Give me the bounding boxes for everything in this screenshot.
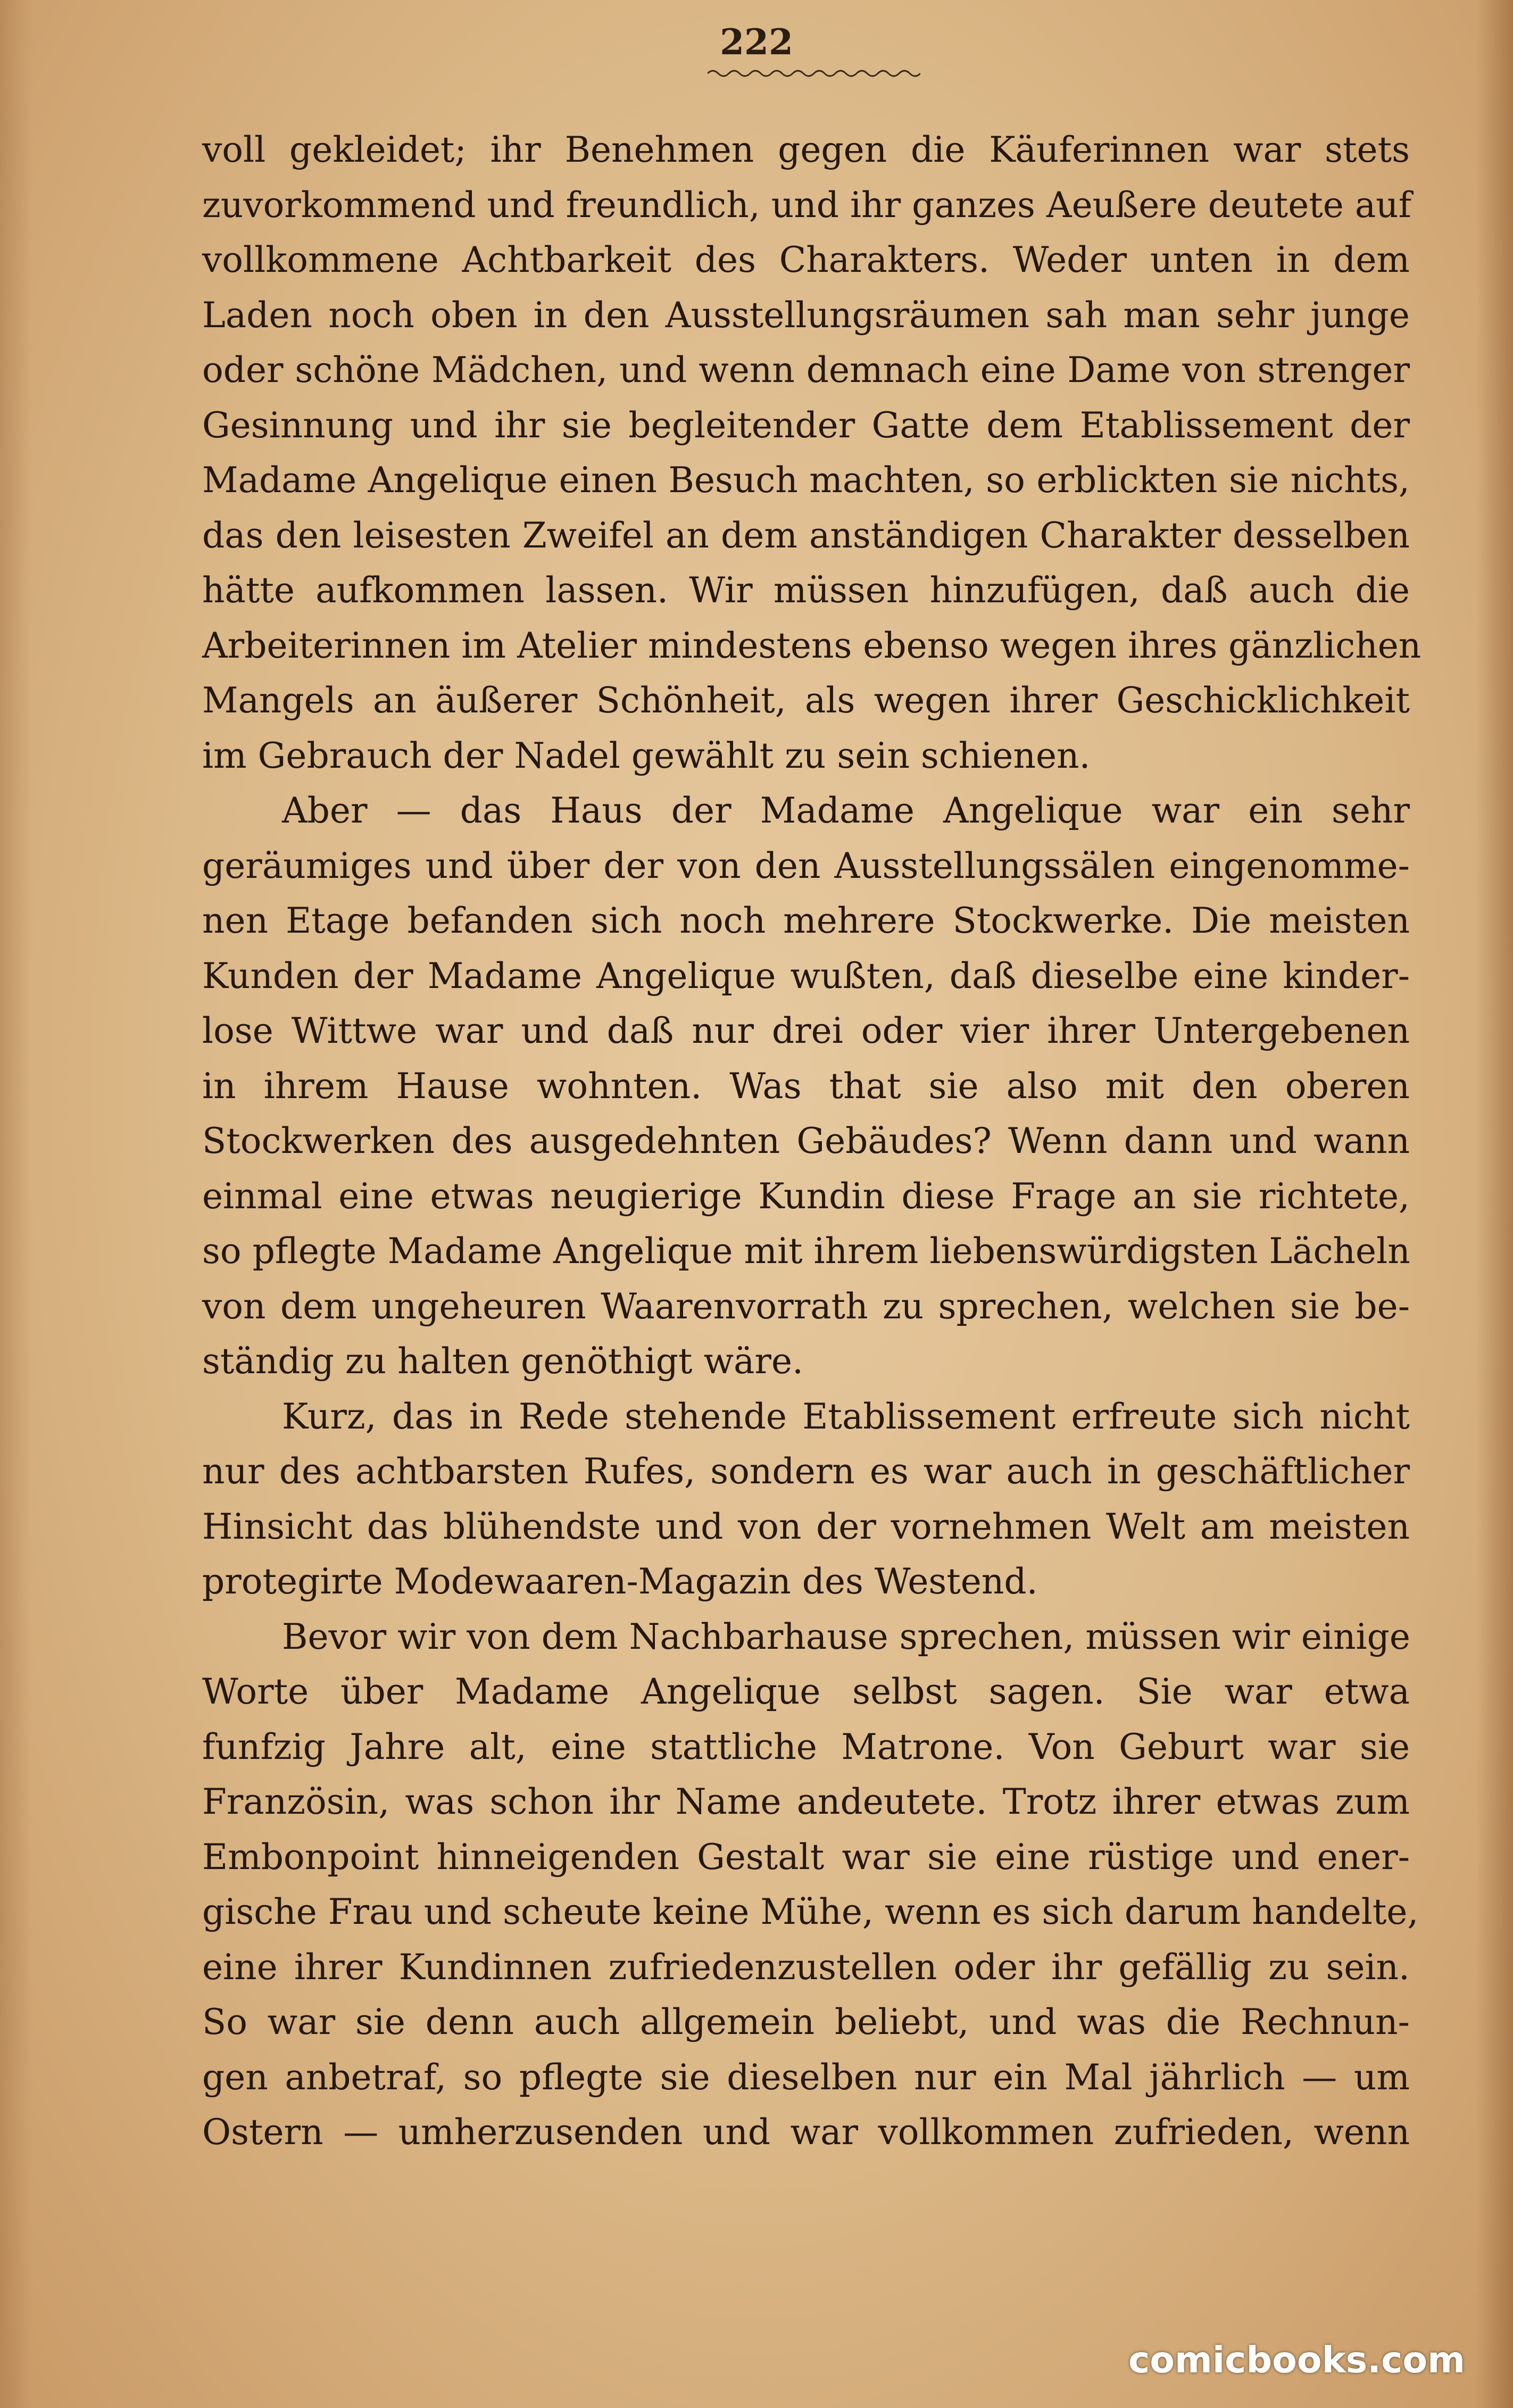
text-line: Gesinnung und ihr sie begleitender Gatte dem Etablissement der	[202, 404, 1410, 446]
text-line: Arbeiterinnen im Atelier mindestens ebenso wegen ihres gänzlichen	[202, 625, 1421, 666]
text-line: im Gebrauch der Nadel gewählt zu sein schienen.	[202, 735, 1091, 776]
text-line: Ostern — umherzusenden und war vollkommen zufrieden, wenn	[202, 2112, 1410, 2153]
text-line: Aber — das Haus der Madame Angelique war ein sehr	[282, 790, 1410, 831]
text-line: hätte aufkommen lassen. Wir müssen hinzufügen, daß auch die	[202, 570, 1410, 611]
text-line: voll gekleidet; ihr Benehmen gegen die Käuferinnen war stets	[202, 129, 1410, 170]
text-line: oder schöne Mädchen, und wenn demnach eine Dame von strenger	[202, 350, 1410, 391]
page-right-shadow	[1476, 0, 1513, 2408]
watermark: comicbooks.com	[1128, 2339, 1465, 2381]
text-line: in ihrem Hause wohnten. Was that sie also mit den oberen	[202, 1065, 1410, 1107]
text-line: Laden noch oben in den Ausstellungsräumen sah man sehr junge	[202, 294, 1410, 336]
text-line: lose Wittwe war und daß nur drei oder vier ihrer Untergebenen	[202, 1010, 1410, 1051]
text-line: einmal eine etwas neugierige Kundin diese Frage an sie richtete,	[202, 1175, 1410, 1217]
text-line: vollkommene Achtbarkeit des Charakters. Weder unten in dem	[202, 239, 1410, 280]
text-line: Worte über Madame Angelique selbst sagen. Sie war etwa	[202, 1671, 1410, 1712]
text-line: Mangels an äußerer Schönheit, als wegen ihrer Geschicklichkeit	[202, 680, 1410, 721]
text-line: gische Frau und scheute keine Mühe, wenn es sich darum handelte,	[202, 1891, 1419, 1932]
text-line: Kurz, das in Rede stehende Etablissement erfreute sich nicht	[282, 1396, 1410, 1437]
text-line: geräumiges und über der von den Ausstellungssälen eingenomme-	[202, 845, 1410, 886]
text-line: ständig zu halten genöthigt wäre.	[202, 1341, 803, 1382]
text-line: protegirte Modewaaren-Magazin des Westend.	[202, 1561, 1038, 1602]
text-line: Hinsicht das blühendste und von der vornehmen Welt am meisten	[202, 1506, 1410, 1547]
header-ornament	[708, 68, 920, 79]
text-line: funfzig Jahre alt, eine stattliche Matrone. Von Geburt war sie	[202, 1726, 1410, 1767]
text-line: So war sie denn auch allgemein beliebt, und was die Rechnun-	[202, 2002, 1410, 2042]
text-line: gen anbetraf, so pflegte sie dieselben nur ein Mal jährlich — um	[202, 2056, 1410, 2098]
text-line: Bevor wir von dem Nachbarhause sprechen, müssen wir einige	[282, 1616, 1410, 1657]
text-line: Madame Angelique einen Besuch machten, so erblickten sie nichts,	[202, 460, 1410, 501]
text-line: nur des achtbarsten Rufes, sondern es war auch in geschäftlicher	[202, 1451, 1410, 1492]
page-text	[202, 122, 1421, 2160]
text-line: eine ihrer Kundinnen zufriedenzustellen oder ihr gefällig zu sein.	[202, 1946, 1410, 1988]
page-number: 222	[720, 21, 793, 63]
text-line: Embonpoint hinneigenden Gestalt war sie eine rüstige und ener-	[202, 1836, 1410, 1878]
text-line: Kunden der Madame Angelique wußten, daß dieselbe eine kinder-	[202, 955, 1410, 997]
text-line: Französin, was schon ihr Name andeutete. Trotz ihrer etwas zum	[202, 1781, 1410, 1822]
text-line: von dem ungeheuren Waarenvorrath zu sprechen, welchen sie be-	[202, 1285, 1410, 1327]
text-line: Stockwerken des ausgedehnten Gebäudes? Wenn dann und wann	[202, 1120, 1410, 1161]
text-line: so pflegte Madame Angelique mit ihrem liebenswürdigsten Lächeln	[202, 1231, 1410, 1272]
page-left-shadow	[0, 0, 32, 2408]
text-line: zuvorkommend und freundlich, und ihr ganzes Aeußere deutete auf	[202, 184, 1412, 226]
text-line: das den leisesten Zweifel an dem anständigen Charakter desselben	[202, 514, 1410, 556]
text-line: nen Etage befanden sich noch mehrere Stockwerke. Die meisten	[202, 900, 1410, 941]
